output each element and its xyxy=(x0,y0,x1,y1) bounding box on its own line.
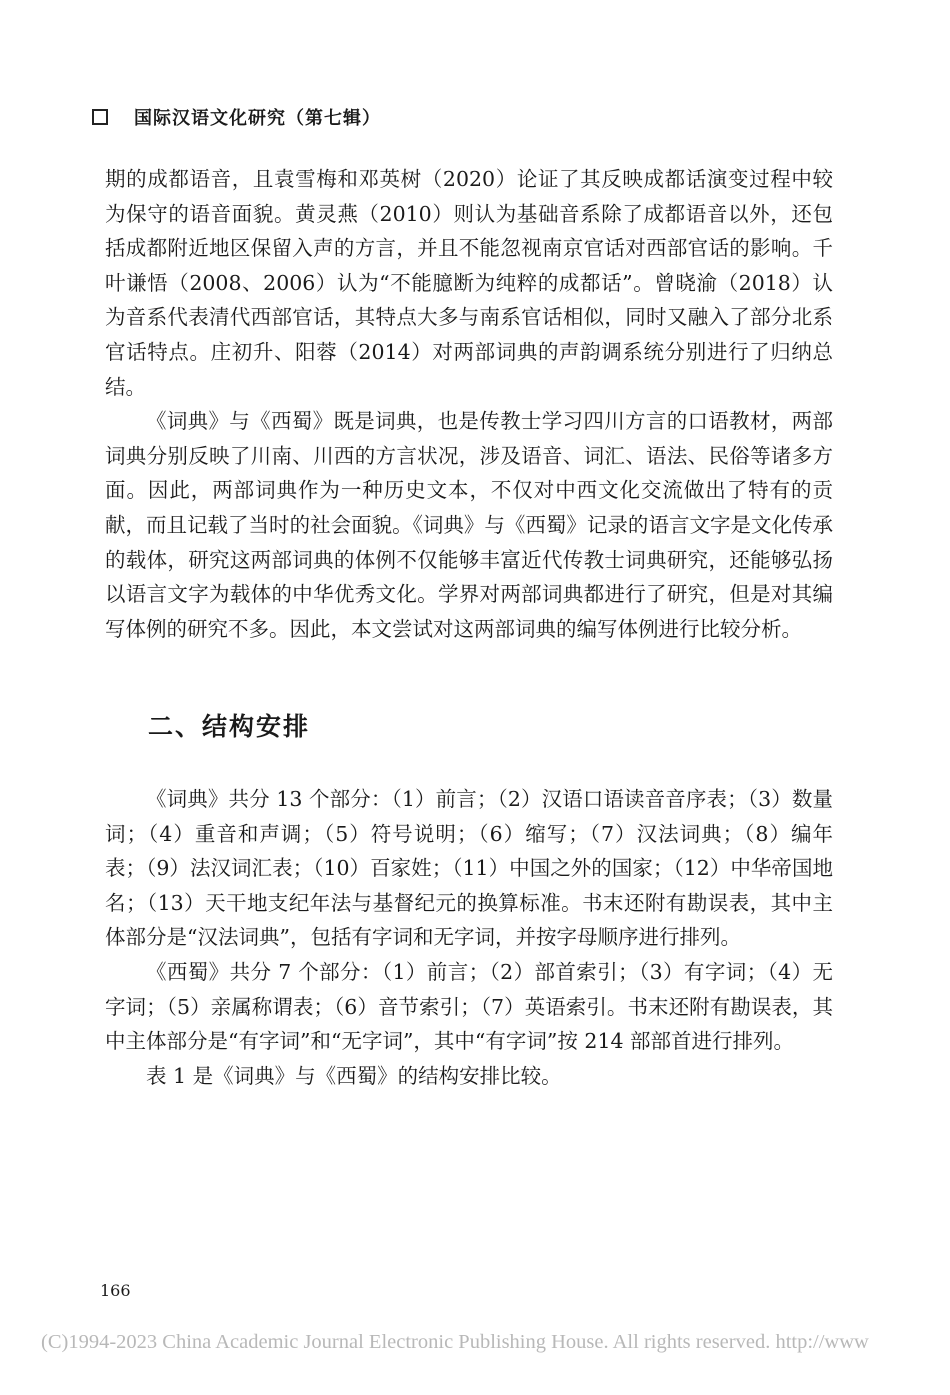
intro-text xyxy=(105,162,833,646)
paragraph-continued: 期的成都语音，且袁雪梅和邓英树（2020）论证了其反映成都话演变过程中较为保守的语音面貌。黄灵燕（2010）则认为基础音系除了成都语音以外，还包括成都附近地区保留入声的方言，并且不能忽视南京官话对西部官话的影响。千叶谦悟（2008、2006）认为“不能臆断为纯粹的成都话”。曾晓渝（2018）认为音系代表清代西部官话，其特点大多与南系官话相似，同时又融入了部分北系官话特点。庄初升、阳蓉（2014）对两部词典的声韵调系统分别进行了归纳总结。 xyxy=(105,167,833,399)
square-icon xyxy=(92,109,108,125)
copyright-watermark: (C)1994-2023 China Academic Journal Electronic Publishing House. All rights reserved. http://www xyxy=(41,1331,869,1353)
journal-title: 国际汉语文化研究（第七辑） xyxy=(134,108,381,129)
section-heading: 二、结构安排 xyxy=(148,712,311,741)
paragraph: 《西蜀》共分 7 个部分：（1）前言；（2）部首索引；（3）有字词；（4）无字词；（5）亲属称谓表；（6）音节索引；（7）英语索引。书末还附有勘误表，其中主体部分是“有字词”和“无字词”，其中“有字词”按 214 部部首进行排列。 xyxy=(105,959,833,1054)
paragraph: 《词典》共分 13 个部分：（1）前言；（2）汉语口语读音音序表；（3）数量词；（4）重音和声调；（5）符号说明；（6）缩写；（7）汉法词典；（8）编年表；（9）法汉词汇表；（10）百家姓；（11）中国之外的国家；（12）中华帝国地名；（13）天干地支纪年法与基督纪元的换算标准。书末还附有勘误表，其中主体部分是“汉法词典”，包括有字词和无字词，并按字母顺序进行排列。 xyxy=(105,787,833,950)
section-text xyxy=(105,782,833,1093)
paragraph: 《词典》与《西蜀》既是词典，也是传教士学习四川方言的口语教材，两部词典分别反映了川南、川西的方言状况，涉及语音、词汇、语法、民俗等诸多方面。因此，两部词典作为一种历史文本，不仅对中西文化交流做出了特有的贡献，而且记载了当时的社会面貌。《词典》与《西蜀》记录的语言文字是文化传承的载体，研究这两部词典的体例不仅能够丰富近代传教士词典研究，还能够弘扬以语言文字为载体的中华优秀文化。学界对两部词典都进行了研究，但是对其编写体例的研究不多。因此，本文尝试对这两部词典的编写体例进行比较分析。 xyxy=(105,409,833,641)
running-header xyxy=(92,104,381,130)
paragraph: 表 1 是《词典》与《西蜀》的结构安排比较。 xyxy=(146,1063,562,1088)
page-number: 166 xyxy=(100,1281,131,1300)
